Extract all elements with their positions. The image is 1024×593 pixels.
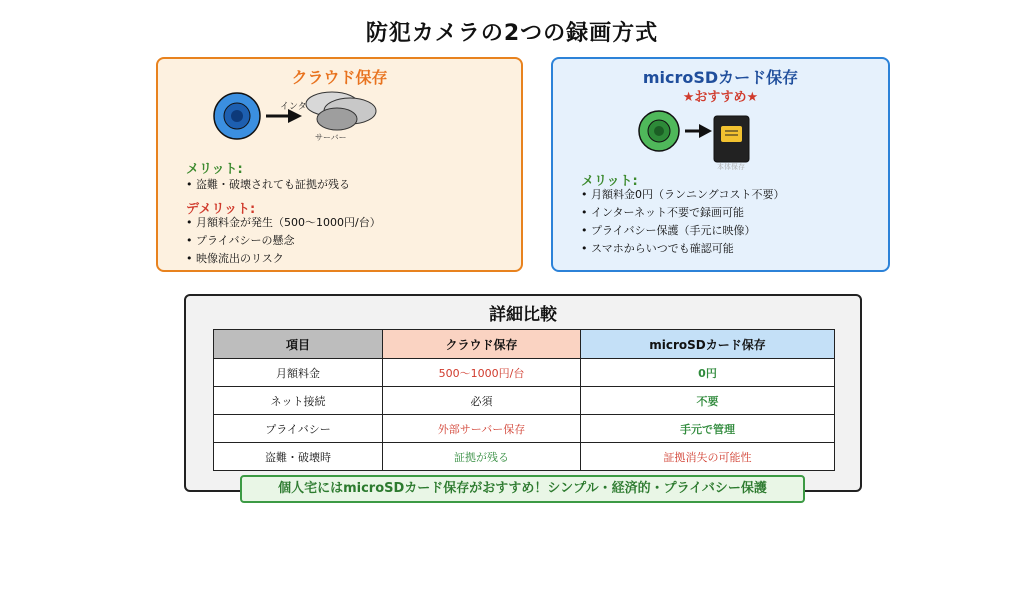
- table-cell: 500〜1000円/台: [383, 359, 581, 387]
- comparison-table: [213, 329, 835, 471]
- arrow-icon: [685, 124, 712, 138]
- table-row: [214, 443, 835, 471]
- table-cell: 0円: [581, 359, 835, 387]
- sd-merit-label: メリット:: [581, 174, 638, 189]
- table-row: [214, 359, 835, 387]
- list-item: • 月額料金が発生（500〜1000円/台）: [186, 214, 381, 232]
- sd-card-icon: [714, 116, 749, 162]
- list-item: • プライバシーの懸念: [186, 232, 381, 250]
- list-item: • 盗難・破壊されても証拠が残る: [186, 176, 350, 194]
- list-item: • スマホからいつでも確認可能: [581, 240, 785, 258]
- header-sd: microSDカード保存: [581, 330, 835, 359]
- camera-icon: [639, 111, 679, 151]
- camera-icon: [214, 93, 260, 139]
- list-item: • 映像流出のリスク: [186, 250, 381, 268]
- cloud-merit-list: [186, 176, 350, 194]
- cloud-demerit-label: デメリット:: [186, 202, 256, 217]
- comparison-title: 詳細比較: [489, 305, 557, 325]
- cloud-storage-panel: [156, 57, 523, 272]
- sd-panel-title: microSDカード保存: [642, 68, 799, 87]
- table-cell: 手元で管理: [581, 415, 835, 443]
- header-item: 項目: [214, 330, 383, 359]
- internet-label: インタ: [280, 102, 307, 112]
- table-cell: 月額料金: [214, 359, 383, 387]
- table-cell: 証拠が残る: [383, 443, 581, 471]
- page-title: 防犯カメラの2つの録画方式: [365, 21, 659, 46]
- table-row: [214, 415, 835, 443]
- cloud-server-icon: [306, 92, 376, 130]
- cloud-merit-label: メリット:: [186, 162, 243, 177]
- table-cell: 必須: [383, 387, 581, 415]
- sd-merit-list: [581, 186, 785, 258]
- cloud-panel-title: クラウド保存: [291, 68, 388, 87]
- list-item: • 月額料金0円（ランニングコスト不要）: [581, 186, 785, 204]
- sd-illustration: [635, 109, 765, 173]
- list-item: • プライバシー保護（手元に映像）: [581, 222, 785, 240]
- table-cell: 不要: [581, 387, 835, 415]
- recommend-badge: ★おすすめ★: [682, 90, 759, 105]
- list-item: • インターネット不要で録画可能: [581, 204, 785, 222]
- table-cell: プライバシー: [214, 415, 383, 443]
- table-cell: 外部サーバー保存: [383, 415, 581, 443]
- cloud-demerit-list: [186, 214, 381, 268]
- comparison-box: [184, 294, 862, 492]
- sd-storage-panel: [551, 57, 890, 272]
- table-cell: ネット接続: [214, 387, 383, 415]
- card-label: 本体保存: [717, 163, 745, 171]
- table-header-row: [214, 330, 835, 359]
- table-cell: 証拠消失の可能性: [581, 443, 835, 471]
- table-row: [214, 387, 835, 415]
- header-cloud: クラウド保存: [383, 330, 581, 359]
- conclusion-banner: 個人宅にはmicroSDカード保存がおすすめ！シンプル・経済的・プライバシー保護: [240, 475, 805, 503]
- table-cell: 盗難・破壊時: [214, 443, 383, 471]
- server-label: サーバー: [315, 133, 347, 142]
